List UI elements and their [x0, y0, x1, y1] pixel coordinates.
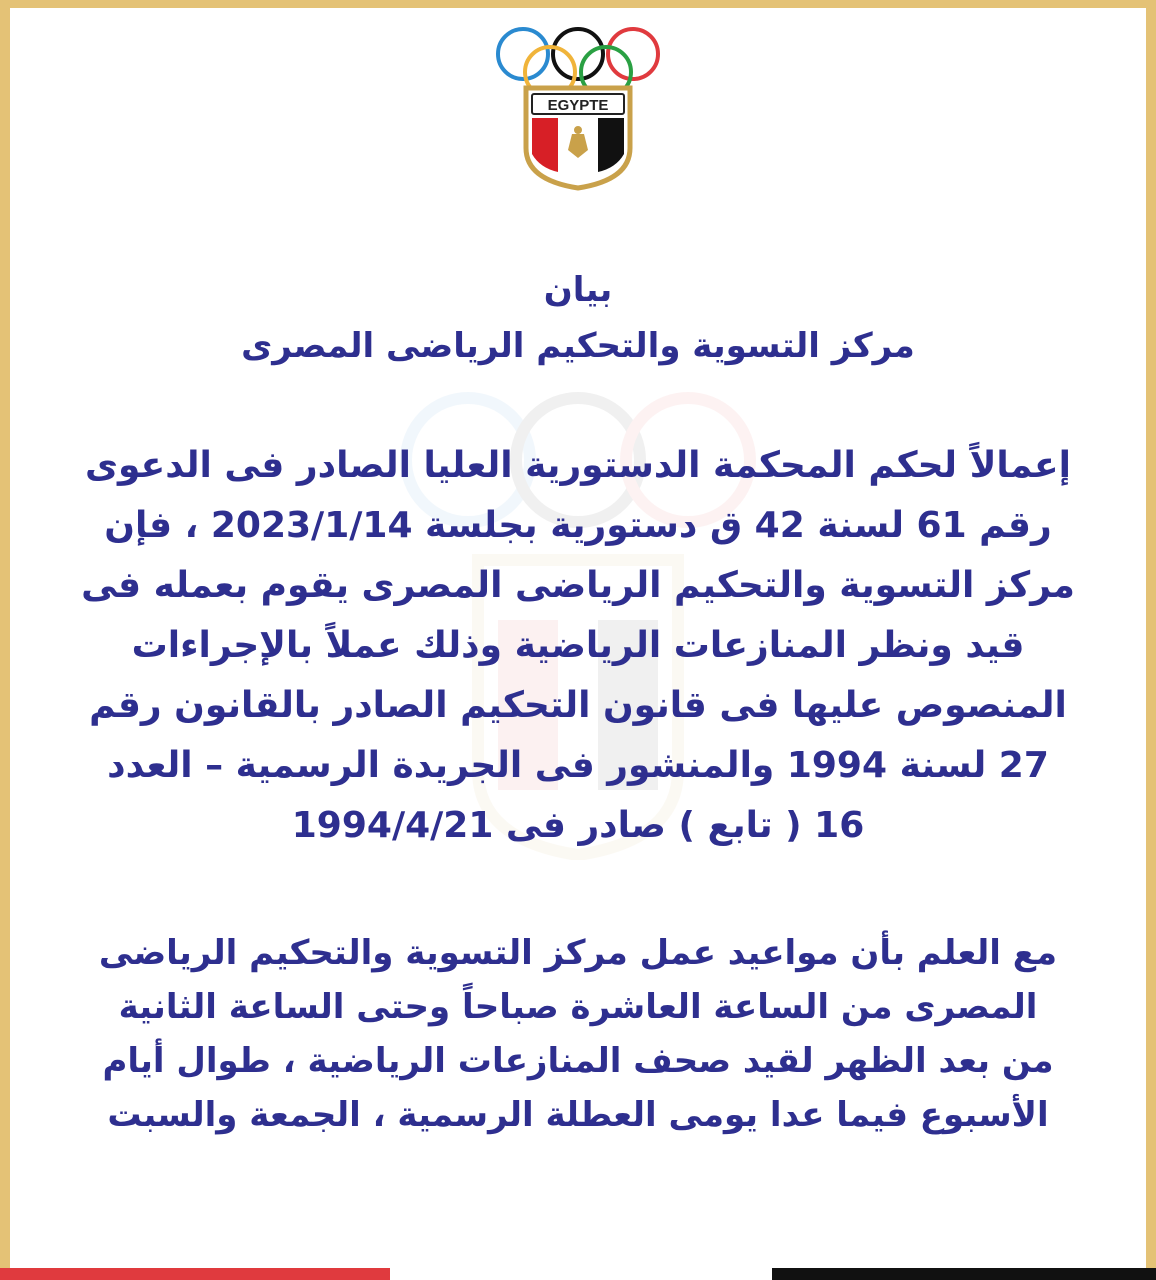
note-line: مع العلم بأن مواعيد عمل مركز التسوية والتحكيم الرياضى	[98, 933, 1058, 973]
body-line: إعمالاً لحكم المحكمة الدستورية العليا الصادر فى الدعوى	[85, 445, 1071, 486]
body-line: قيد ونظر المنازعات الرياضية وذلك عملاً بالإجراءات	[131, 625, 1025, 666]
title-block	[70, 262, 1086, 374]
svg-text:EGYPTE: EGYPTE	[547, 97, 609, 114]
body-line: 16 ( تابع ) صادر فى 1994/4/21	[291, 805, 865, 846]
body-line: 27 لسنة 1994 والمنشور فى الجريدة الرسمية – العدد	[107, 745, 1049, 786]
egypt-shield-icon	[526, 88, 630, 188]
note-line: الأسبوع فيما عدا يومى العطلة الرسمية ، الجمعة والسبت	[107, 1095, 1049, 1135]
title-statement: بيان	[543, 270, 613, 310]
egypt-olympic-logo	[490, 22, 666, 192]
note-line: من بعد الظهر لقيد صحف المنازعات الرياضية ، طوال أيام	[102, 1041, 1054, 1081]
note-paragraph	[70, 926, 1086, 1142]
body-line: مركز التسوية والتحكيم الرياضى المصرى يقوم بعمله فى	[81, 565, 1075, 606]
body-paragraph	[70, 436, 1086, 856]
body-line: المنصوص عليها فى قانون التحكيم الصادر بالقانون رقم	[89, 685, 1067, 726]
bottom-black-bar	[772, 1268, 1156, 1280]
bottom-red-bar	[0, 1268, 390, 1280]
note-line: المصرى من الساعة العاشرة صباحاً وحتى الساعة الثانية	[118, 987, 1038, 1027]
title-center-name: مركز التسوية والتحكيم الرياضى المصرى	[241, 326, 915, 366]
body-line: رقم 61 لسنة 42 ق دستورية بجلسة 2023/1/14 ، فإن	[104, 505, 1052, 546]
